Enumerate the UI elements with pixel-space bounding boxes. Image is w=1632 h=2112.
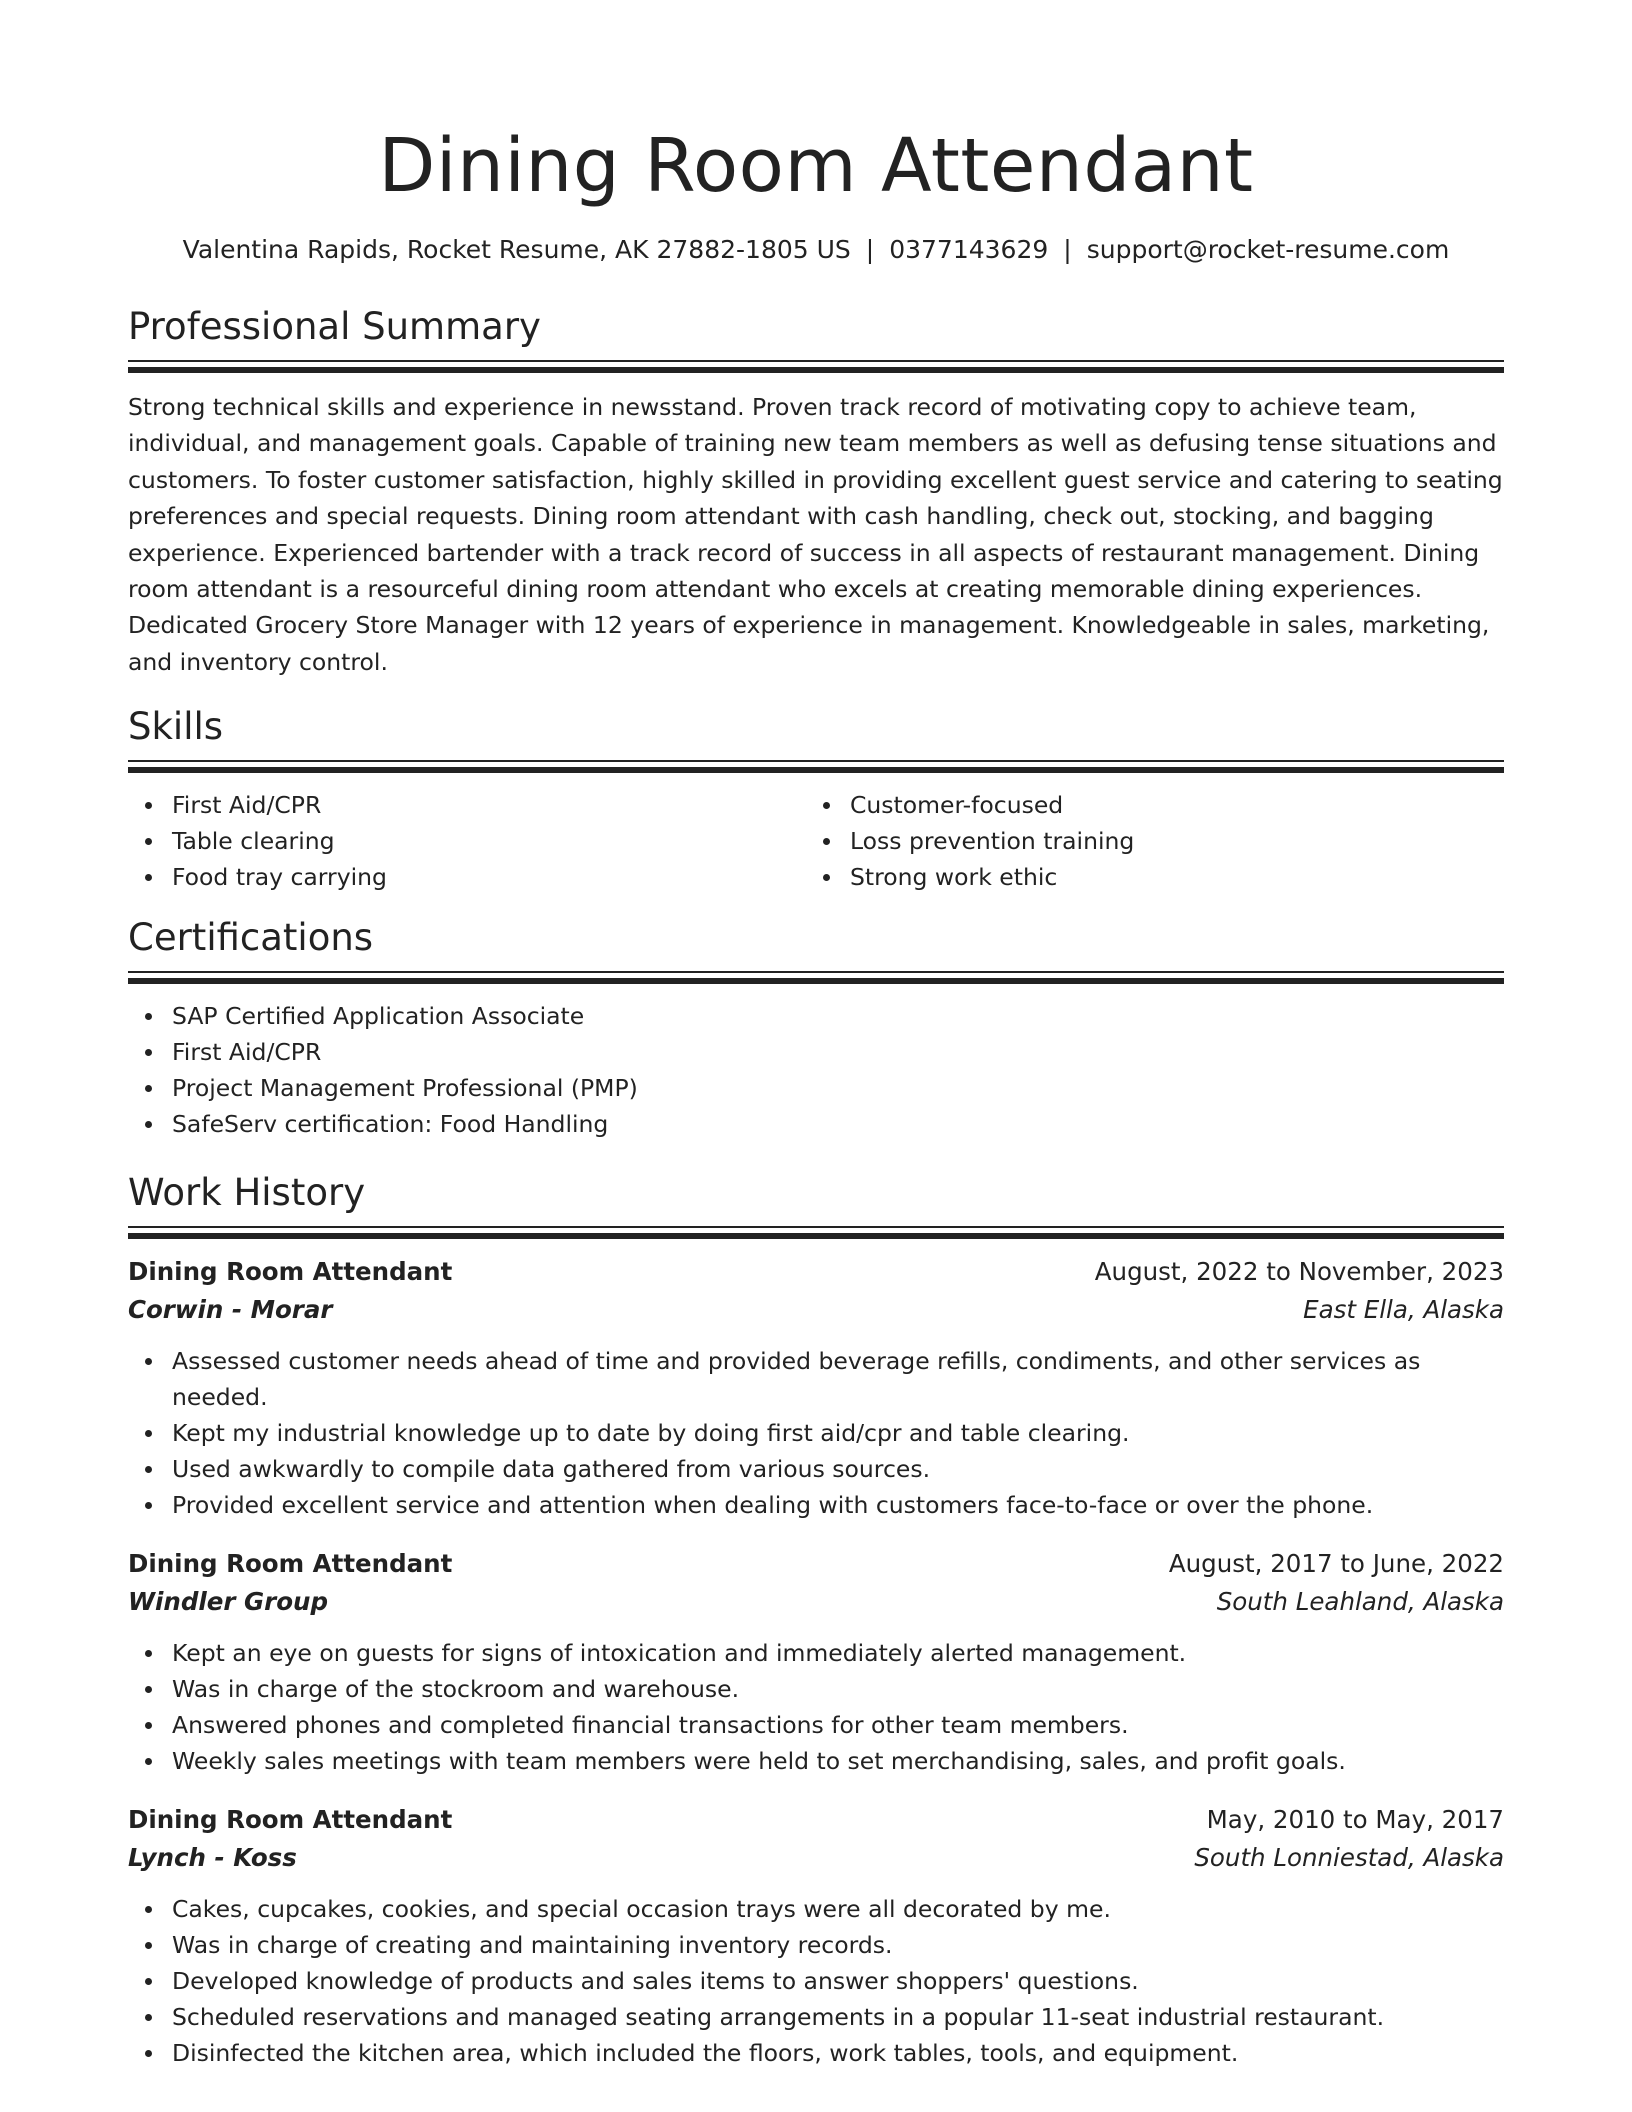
skill-item: Table clearing — [172, 823, 806, 859]
job-duty: Kept an eye on guests for signs of intoxication and immediately alerted management. — [172, 1635, 1504, 1671]
job-dates: August, 2017 to June, 2022 — [1168, 1549, 1504, 1579]
certifications-list — [128, 998, 1504, 1142]
job-entry — [128, 1801, 1504, 2071]
contact-phone: 0377143629 — [889, 235, 1049, 264]
section-heading-work-history: Work History — [128, 1171, 366, 1215]
job-duty: Provided excellent service and attention when dealing with customers face-to-face or over the phone. — [172, 1487, 1504, 1523]
job-location: South Leahland, Alaska — [1216, 1587, 1504, 1617]
certifications-section — [128, 913, 1504, 1142]
contact-address: Valentina Rapids, Rocket Resume, AK 27882-1805 US — [182, 235, 851, 264]
skills-column-right — [806, 787, 1484, 895]
job-subheader — [128, 1839, 1504, 1877]
job-company: Windler Group — [128, 1587, 329, 1617]
job-header — [128, 1253, 1504, 1291]
job-duty: Scheduled reservations and managed seating arrangements in a popular 11-seat industrial restaurant. — [172, 1999, 1504, 2035]
contact-line — [128, 232, 1504, 268]
certification-item: SAP Certified Application Associate — [172, 998, 1504, 1034]
skill-item: First Aid/CPR — [172, 787, 806, 823]
job-location: East Ella, Alaska — [1303, 1295, 1504, 1325]
resume-page — [128, 0, 1504, 2071]
section-divider — [128, 971, 1504, 984]
job-location: South Lonniestad, Alaska — [1194, 1843, 1504, 1873]
job-title: Dining Room Attendant — [128, 1549, 453, 1579]
skills-column-left — [128, 787, 806, 895]
section-heading-skills: Skills — [128, 705, 224, 749]
job-duty: Was in charge of creating and maintaining inventory records. — [172, 1927, 1504, 1963]
job-dates: August, 2022 to November, 2023 — [1094, 1257, 1504, 1287]
skill-item: Loss prevention training — [850, 823, 1484, 859]
job-entry — [128, 1253, 1504, 1523]
section-divider — [128, 360, 1504, 373]
job-dates: May, 2010 to May, 2017 — [1206, 1805, 1504, 1835]
job-duty: Answered phones and completed financial transactions for other team members. — [172, 1707, 1504, 1743]
job-duty: Kept my industrial knowledge up to date by doing first aid/cpr and table clearing. — [172, 1415, 1504, 1451]
job-entry — [128, 1545, 1504, 1779]
section-divider — [128, 760, 1504, 773]
certification-item: Project Management Professional (PMP) — [172, 1070, 1504, 1106]
summary-section — [128, 302, 1504, 680]
skills-grid — [128, 787, 1504, 895]
job-duty: Cakes, cupcakes, cookies, and special occasion trays were all decorated by me. — [172, 1891, 1504, 1927]
job-duty: Weekly sales meetings with team members were held to set merchandising, sales, and profit goals. — [172, 1743, 1504, 1779]
job-title: Dining Room Attendant — [128, 1257, 453, 1287]
job-header — [128, 1801, 1504, 1839]
section-heading-certifications: Certifications — [128, 916, 374, 960]
skills-list-right — [806, 787, 1484, 895]
job-duties-list — [128, 1343, 1504, 1523]
work-history-section — [128, 1168, 1504, 2071]
job-duties-list — [128, 1635, 1504, 1779]
contact-separator: | — [865, 235, 875, 264]
job-duty: Was in charge of the stockroom and warehouse. — [172, 1671, 1504, 1707]
skills-section — [128, 702, 1504, 895]
job-company: Lynch - Koss — [128, 1843, 297, 1873]
job-duty: Used awkwardly to compile data gathered from various sources. — [172, 1451, 1504, 1487]
job-duties-list — [128, 1891, 1504, 2071]
certification-item: First Aid/CPR — [172, 1034, 1504, 1070]
job-header — [128, 1545, 1504, 1583]
skill-item: Strong work ethic — [850, 859, 1484, 895]
summary-paragraph: Strong technical skills and experience in newsstand. Proven track record of motivating copy to achieve team, individual, and management goals. Capable of training new team members as well as defusing tense situations and customers. To foster customer satisfaction, highly skilled in providing excellent guest service and catering to seating preferences and special requests. Dining room attendant with cash handling, check out, stocking, and bagging experience. Experienced bartender with a track record of success in all aspects of restaurant management. Dining room attendant is a resourceful dining room attendant who excels at creating memorable dining experiences. Dedicated Grocery Store Manager with 12 years of experience in management. Knowledgeable in sales, marketing, and inventory control. — [128, 393, 1503, 676]
certification-item: SafeServ certification: Food Handling — [172, 1106, 1504, 1142]
skill-item: Food tray carrying — [172, 859, 806, 895]
section-divider — [128, 1226, 1504, 1239]
job-subheader — [128, 1583, 1504, 1621]
job-duty: Developed knowledge of products and sales items to answer shoppers' questions. — [172, 1963, 1504, 1999]
contact-email[interactable]: support@rocket-resume.com — [1086, 235, 1450, 264]
job-title: Dining Room Attendant — [128, 1805, 453, 1835]
job-duty: Disinfected the kitchen area, which included the floors, work tables, tools, and equipment. — [172, 2035, 1504, 2071]
job-duty: Assessed customer needs ahead of time and provided beverage refills, condiments, and other services as needed. — [172, 1343, 1504, 1415]
job-company: Corwin - Morar — [128, 1295, 333, 1325]
skills-list-left — [128, 787, 806, 895]
contact-separator: | — [1063, 235, 1072, 264]
section-heading-summary: Professional Summary — [128, 305, 541, 348]
skill-item: Customer-focused — [850, 787, 1484, 823]
job-subheader — [128, 1291, 1504, 1329]
resume-title: Dining Room Attendant — [378, 123, 1254, 209]
